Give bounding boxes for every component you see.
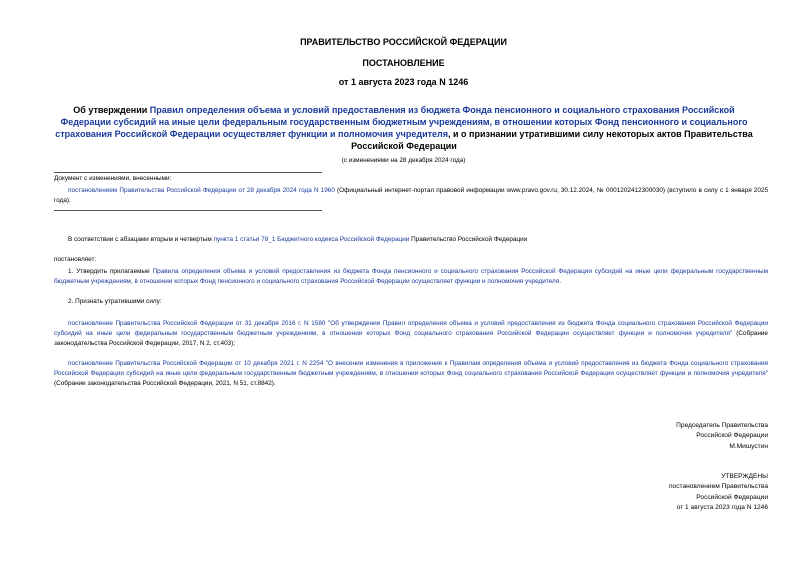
- budget-code-link[interactable]: пункта 1 статьи 78_1 Бюджетного кодекса Российской Федерации: [213, 236, 410, 243]
- signature-position: Председатель Правительства: [676, 422, 768, 429]
- item-1-suffix: .: [559, 278, 561, 285]
- approval-block: [568, 472, 768, 514]
- repealed-act-2-link[interactable]: постановление Правительства Российской Федерации от 10 декабря 2021 г. N 2254 "О внесении изменения в приложение к Правилам определения объема и условий предоставления из бюджета Фонда социального страхования Российской Федерации субсидий на иные цели федеральным государственным бюджетным учреждениям, в отношении которых Фонд социального страхования Российской Федерации осуществляет функции и полномочия учредителя": [54, 360, 768, 377]
- approval-date: от 1 августа 2023 года N 1246: [676, 504, 768, 512]
- item-2: 2. Признать утратившими силу:: [68, 298, 162, 305]
- amendments-bottom-rule: [54, 210, 322, 211]
- repealed-act-1-link[interactable]: постановление Правительства Российской Федерации от 31 декабря 2016 г. N 1580 "Об утверждении Правил определения объема и условий предоставления из бюджета Фонда социального страхования Российской Федерации субсидий на иные цели федеральным государственным бюджетным учреждениям, в отношении которых Фонд социального страхования Российской Федерации осуществляет функции и полномочия учредителя": [54, 320, 768, 337]
- title-prefix: Об утверждении: [73, 105, 150, 115]
- amendments-entry: [54, 186, 768, 206]
- item-1: [54, 267, 768, 287]
- title-rules-link[interactable]: Правил определения объема и условий предоставления из бюджета Фонда пенсионного и социального страхования Российской Федерации субсидий на иные цели федеральным государственным бюджетным учреждениям, в отношении которых Фонд пенсионного и социального страхования Российской Федерации осуществляет функции и полномочия учредителя: [55, 105, 748, 139]
- signature-name: М.Мишустин: [729, 442, 768, 450]
- amendments-heading: Документ с изменениями, внесенными:: [54, 175, 172, 182]
- doc-date-number: от 1 августа 2023 года N 1246: [338, 77, 469, 87]
- repealed-act-2-source: (Собрание законодательства Российской Федерации, 2021, N 51, ст.8842).: [54, 380, 276, 387]
- approval-by: постановлением Правительства: [668, 483, 768, 491]
- approval-org: Российской Федерации: [696, 493, 768, 501]
- item-1-rules-link[interactable]: Правила определения объема и условий предоставления из бюджета Фонда пенсионного и социального страхования Российской Федерации субсидий на иные цели федеральным государственным бюджетным учреждениям, в отношении которых Фонд пенсионного и социального страхования Российской Федерации осуществляет функции и полномочия учредителя: [54, 268, 768, 285]
- document-title: [54, 104, 754, 152]
- preamble-prefix: В соответствии с абзацами вторым и четвертым: [68, 236, 214, 243]
- repealed-act-2: [54, 359, 768, 389]
- signature-org: Российской Федерации: [696, 432, 768, 440]
- title-suffix: , и о признании утратившими силу некоторых актов Правительства Российской Федерации: [351, 129, 753, 151]
- item-1-prefix: 1. Утвердить прилагаемые: [68, 268, 153, 275]
- signature-block: [568, 421, 768, 452]
- preamble: [54, 235, 768, 245]
- approval-heading: УТВЕРЖДЕНЫ: [721, 473, 768, 480]
- preamble-suffix: Правительство Российской Федерации: [409, 236, 528, 243]
- decides-text: постановляет:: [54, 256, 97, 263]
- repealed-act-1: [54, 319, 768, 349]
- amendment-link[interactable]: постановлением Правительства Российской Федерации от 28 декабря 2024 года N 1960: [68, 187, 335, 194]
- changes-note: (с изменениями на 28 декабря 2024 года): [341, 157, 466, 164]
- amendments-top-rule: [54, 172, 322, 173]
- repealed-act-1-source: (Собрание законодательства Российской Федерации, 2017, N 2, ст.403);: [54, 330, 768, 347]
- org-heading: ПРАВИТЕЛЬСТВО РОССИЙСКОЙ ФЕДЕРАЦИИ: [300, 37, 507, 47]
- doc-type-heading: ПОСТАНОВЛЕНИЕ: [362, 58, 445, 68]
- amendment-details: (Официальный интернет-портал правовой информации www.pravo.gov.ru, 30.12.2024, № 0001202412300030) (вступило в силу с 1 января 2025 года).: [54, 187, 768, 204]
